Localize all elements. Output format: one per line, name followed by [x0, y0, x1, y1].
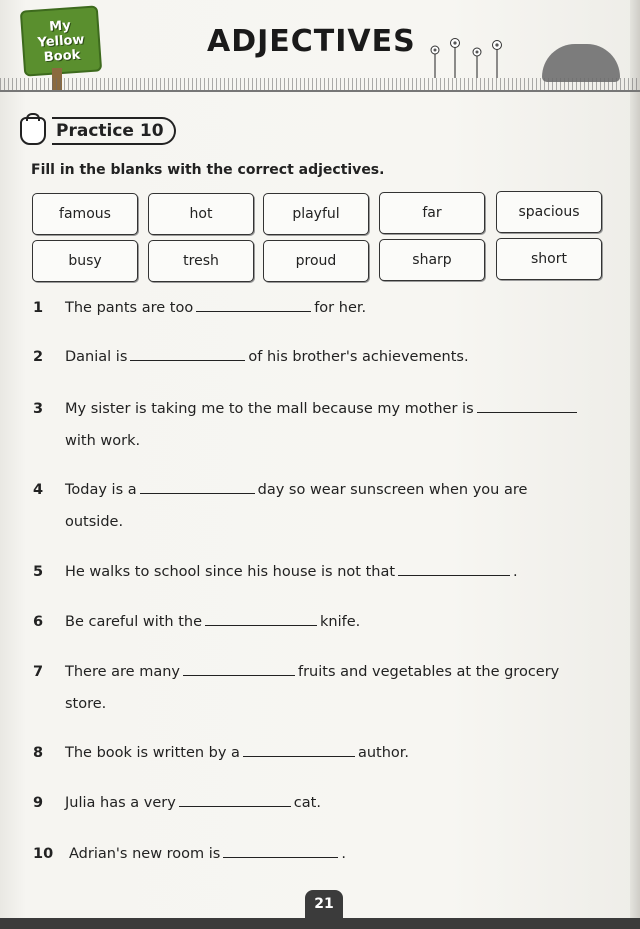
- question-text-after: .: [513, 564, 518, 580]
- answer-blank[interactable]: [179, 805, 291, 807]
- question-number: 7: [33, 664, 44, 680]
- question-3: [33, 393, 613, 457]
- question-text-after: fruits and vegetables at the grocery: [297, 664, 560, 680]
- page-title: ADJECTIVES: [207, 24, 416, 59]
- answer-blank[interactable]: [205, 624, 317, 626]
- header-divider: [0, 90, 640, 92]
- question-number: 6: [33, 614, 44, 630]
- question-text-after: author.: [357, 745, 410, 761]
- page-header: [0, 0, 640, 95]
- question-text-before: Be careful with the: [65, 614, 202, 630]
- question-text-before: Danial is: [65, 349, 128, 365]
- question-9: [33, 787, 613, 819]
- question-text-after: .: [341, 846, 346, 862]
- question-number: 1: [33, 300, 44, 316]
- answer-blank[interactable]: [223, 856, 338, 858]
- answer-blank[interactable]: [243, 755, 355, 757]
- question-text-before: Adrian's new room is: [69, 846, 221, 862]
- question-number: 4: [33, 482, 44, 498]
- question-text-before: The book is written by a: [65, 745, 240, 761]
- answer-blank[interactable]: [130, 359, 245, 361]
- word-bank-item: playful: [263, 193, 369, 235]
- question-6: [33, 606, 613, 638]
- question-number: 2: [33, 349, 44, 365]
- question-5: [33, 556, 613, 588]
- question-8: [33, 737, 613, 769]
- question-text-before: He walks to school since his house is not that: [65, 564, 396, 580]
- bucket-icon: [20, 117, 46, 145]
- word-bank-item: tresh: [148, 240, 254, 282]
- logo-line-3: Book: [43, 47, 81, 65]
- question-4: [33, 474, 613, 538]
- question-number: 9: [33, 795, 44, 811]
- question-text-after: for her.: [314, 300, 367, 316]
- question-7: [33, 656, 613, 720]
- answer-blank[interactable]: [398, 574, 510, 576]
- question-continuation: with work.: [65, 433, 141, 449]
- question-continuation: outside.: [65, 514, 124, 530]
- word-bank-item: hot: [148, 193, 254, 235]
- flowers-illustration: [425, 38, 520, 78]
- question-text-after: cat.: [293, 795, 321, 811]
- question-text-after: knife.: [320, 614, 361, 630]
- question-number: 5: [33, 564, 44, 580]
- question-2: [33, 341, 613, 373]
- question-1: [33, 292, 613, 324]
- question-10: [33, 838, 613, 870]
- instruction-text: Fill in the blanks with the correct adjectives.: [31, 162, 385, 178]
- word-bank-item: sharp: [379, 239, 485, 281]
- page-number: 21: [305, 890, 343, 918]
- question-number: 3: [33, 401, 44, 417]
- question-number: 10: [33, 846, 54, 862]
- answer-blank[interactable]: [183, 674, 295, 676]
- question-text-before: There are many: [65, 664, 180, 680]
- word-bank-item: famous: [32, 193, 138, 235]
- rock-illustration: [542, 44, 620, 82]
- word-bank-item: spacious: [496, 191, 602, 233]
- question-text-before: My sister is taking me to the mall because my mother is: [65, 401, 474, 417]
- my-yellow-book-logo: [20, 5, 102, 76]
- word-bank-item: far: [379, 192, 485, 234]
- practice-tab: [20, 116, 176, 146]
- logo-line-1: My: [48, 17, 72, 35]
- answer-blank[interactable]: [140, 492, 255, 494]
- question-text-after: of his brother's achievements.: [248, 349, 469, 365]
- question-text-before: Today is a: [65, 482, 137, 498]
- question-text-before: The pants are too: [65, 300, 194, 316]
- question-continuation: store.: [65, 696, 107, 712]
- word-bank-item: busy: [32, 240, 138, 282]
- practice-label: Practice 10: [52, 117, 176, 145]
- answer-blank[interactable]: [196, 310, 311, 312]
- question-text-after: day so wear sunscreen when you are: [257, 482, 528, 498]
- question-text-before: Julia has a very: [65, 795, 176, 811]
- answer-blank[interactable]: [477, 411, 577, 413]
- footer-bar: [0, 918, 640, 929]
- logo-line-2: Yellow: [37, 31, 85, 51]
- word-bank-item: proud: [263, 240, 369, 282]
- question-number: 8: [33, 745, 44, 761]
- word-bank-item: short: [496, 238, 602, 280]
- book-spine: [630, 0, 640, 929]
